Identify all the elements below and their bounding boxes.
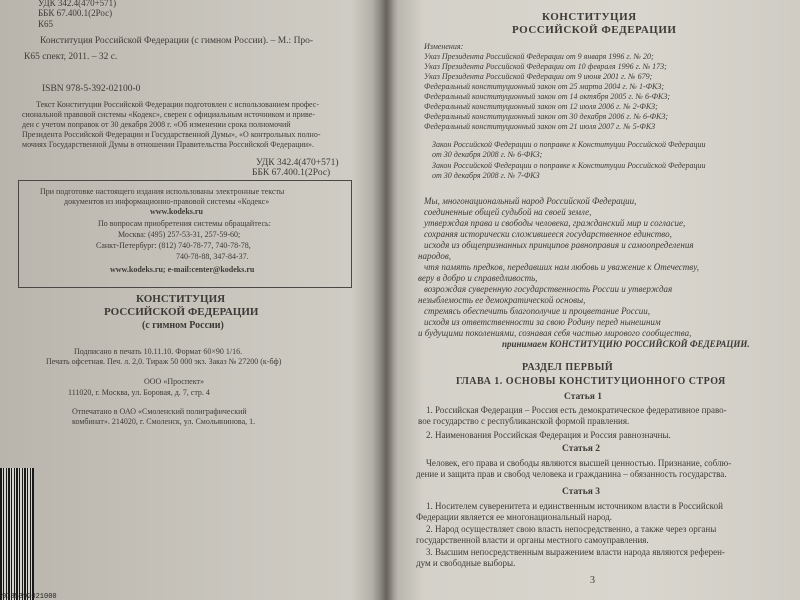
preamble-line: незыблемость ее демократической основы,	[418, 295, 586, 305]
law-amendment: Закон Российской Федерации о поправке к Конституции Российской Федерации	[432, 140, 706, 149]
book-title-3: (с гимном России)	[142, 320, 224, 331]
article-text: 1. Российская Федерация – Россия есть демократическое федеративное право-	[426, 405, 727, 415]
article-text: вое государство с республиканской формой правления.	[418, 416, 630, 426]
article-text: 2. Наименования Российская Федерация и Россия равнозначны.	[426, 430, 671, 440]
left-page	[0, 0, 376, 600]
isbn: ISBN 978-5-392-02100-0	[42, 84, 141, 94]
changes-heading: Изменения:	[424, 42, 464, 51]
frame-url: www.kodeks.ru	[150, 207, 203, 216]
change-item: Указ Президента Российской Федерации от 9 июня 2001 г. № 679;	[424, 72, 653, 81]
right-page	[394, 0, 800, 600]
note-line: ден с учетом поправок от 30 декабря 2008 г. «Об изменении срока полномочий	[22, 120, 291, 129]
preamble-line: соединенные общей судьбой на своей земле,	[424, 207, 592, 217]
preamble-line: народов,	[418, 251, 452, 261]
frame-line: 740-78-88, 347-84-37.	[176, 252, 249, 261]
article-text: дум и свободные выборы.	[416, 558, 516, 568]
article-text: Федерации является ее многонациональный народ.	[416, 512, 613, 522]
article-text: Человек, его права и свободы являются высшей ценностью. Признание, соблю-	[426, 458, 732, 468]
isbn-barcode	[0, 468, 34, 600]
change-item: Федеральный конституционный закон от 25 марта 2004 г. № 1-ФКЗ;	[424, 82, 664, 91]
article-text: 3. Высшим непосредственным выражением власти народа являются референ-	[426, 547, 725, 557]
preamble-line: и будущими поколениями, сознавая себя частью мирового сообщества,	[418, 328, 692, 338]
frame-line: При подготовке настоящего издания использованы электронные тексты	[40, 187, 285, 196]
bbk-line: ББК 67.400.1(2Рос)	[38, 8, 113, 18]
article-1-heading: Статья 1	[564, 392, 602, 402]
udk-line: УДК 342.4(470+571)	[38, 0, 117, 8]
note-line: мочиях Государственной Думы в отношении Правительства Российской Федерации».	[22, 140, 315, 149]
law-amendment: от 30 декабря 2008 г. № 7-ФКЗ	[432, 171, 540, 180]
law-amendment: Закон Российской Федерации о поправке к Конституции Российской Федерации	[432, 161, 706, 170]
preamble-line: Мы, многонациональный народ Российской Федерации,	[424, 196, 637, 206]
printer-line: Отпечатано в ОАО «Смоленский полиграфический	[72, 407, 247, 416]
printer-line: комбинат». 214020, г. Смоленск, ул. Смольянинова, 1.	[72, 417, 256, 426]
constitution-title-2: РОССИЙСКОЙ ФЕДЕРАЦИИ	[512, 24, 677, 36]
frame-line: документов из информационно-правовой системы «Кодекс»	[64, 197, 270, 206]
imprint-line: Подписано в печать 10.11.10. Формат 60×90 1/16.	[74, 347, 243, 356]
page-number: 3	[590, 575, 595, 586]
barcode-digits: 9785392021000	[2, 593, 57, 600]
frame-line: По вопросам приобретения системы обращайтесь:	[98, 219, 271, 228]
preamble-line: исходя из ответственности за свою Родину перед нынешним	[424, 317, 661, 327]
preamble-line: стремясь обеспечить благополучие и процветание России,	[424, 306, 651, 316]
article-3-heading: Статья 3	[562, 487, 600, 497]
imprint-line: Печать офсетная. Печ. л. 2,0. Тираж 50 000 экз. Заказ № 27200 (к-бф)	[46, 357, 282, 366]
bbk-right: ББК 67.400.1(2Рос)	[252, 168, 331, 178]
preamble-final: принимаем КОНСТИТУЦИЮ РОССИЙСКОЙ ФЕДЕРАЦИИ.	[502, 339, 750, 349]
preamble-line: веру в добро и справедливость,	[418, 273, 538, 283]
change-item: Указ Президента Российской Федерации от 9 января 1996 г. № 20;	[424, 52, 654, 61]
article-text: 2. Народ осуществляет свою власть непосредственно, а также через органы	[426, 524, 717, 534]
publisher-name: ООО «Проспект»	[144, 377, 204, 386]
law-amendment: от 30 декабря 2008 г. № 6-ФКЗ;	[432, 150, 543, 159]
note-line: Текст Конституции Российской Федерации подготовлен с использованием профес-	[36, 100, 319, 109]
change-item: Федеральный конституционный закон от 30 декабря 2006 г. № 6-ФКЗ;	[424, 112, 668, 121]
note-line: Президента Российской Федерации и Государственной Думы», «О контрольных полно-	[22, 130, 321, 139]
change-item: Федеральный конституционный закон от 12 июля 2006 г. № 2-ФКЗ;	[424, 102, 658, 111]
preamble-line: чтя память предков, передавших нам любовь и уважение к Отечеству,	[424, 262, 699, 272]
frame-line: Москва: (495) 257-53-31, 257-59-60;	[118, 230, 241, 239]
change-item: Федеральный конституционный закон от 14 октября 2005 г. № 6-ФКЗ;	[424, 92, 670, 101]
article-text: дение и защита прав и свобод человека и гражданина – обязанность государства.	[416, 469, 727, 479]
preamble-line: возрождая суверенную государственность России и утверждая	[424, 284, 673, 294]
article-text: 1. Носителем суверенитета и единственным источником власти в Российской	[426, 501, 723, 511]
book-title-1: КОНСТИТУЦИЯ	[136, 293, 226, 305]
constitution-title-1: КОНСТИТУЦИЯ	[542, 11, 637, 23]
article-text: государственной власти и органы местного самоуправления.	[416, 535, 649, 545]
change-item: Федеральный конституционный закон от 21 июля 2007 г. № 5-ФКЗ	[424, 122, 656, 131]
frame-line: Санкт-Петербург: (812) 740-78-77, 740-78-78,	[96, 241, 251, 250]
preamble-line: утверждая права и свободы человека, гражданский мир и согласие,	[424, 218, 686, 228]
catalog-letter: К65	[38, 19, 54, 29]
section-heading: РАЗДЕЛ ПЕРВЫЙ	[522, 362, 614, 373]
book-title-2: РОССИЙСКОЙ ФЕДЕРАЦИИ	[104, 306, 259, 318]
note-line: сиональной правовой системы «Кодекс», сверен с официальным источником и приве-	[22, 110, 315, 119]
publisher-address: 111020, г. Москва, ул. Боровая, д. 7, стр. 4	[68, 388, 210, 397]
article-2-heading: Статья 2	[562, 444, 600, 454]
citation-line: Конституция Российской Федерации (с гимном России). – М.: Про-	[40, 36, 314, 46]
frame-email: www.kodeks.ru; e-mail:center@kodeks.ru	[110, 265, 255, 274]
udk-right: УДК 342.4(470+571)	[256, 158, 339, 168]
preamble-line: исходя из общепризнанных принципов равноправия и самоопределения	[424, 240, 694, 250]
change-item: Указ Президента Российской Федерации от 10 февраля 1996 г. № 173;	[424, 62, 667, 71]
preamble-line: сохраняя исторически сложившееся государственное единство,	[424, 229, 672, 239]
chapter-heading: ГЛАВА 1. ОСНОВЫ КОНСТИТУЦИОННОГО СТРОЯ	[456, 376, 726, 387]
citation-line-2: К65 спект, 2011. – 32 с.	[24, 52, 118, 62]
